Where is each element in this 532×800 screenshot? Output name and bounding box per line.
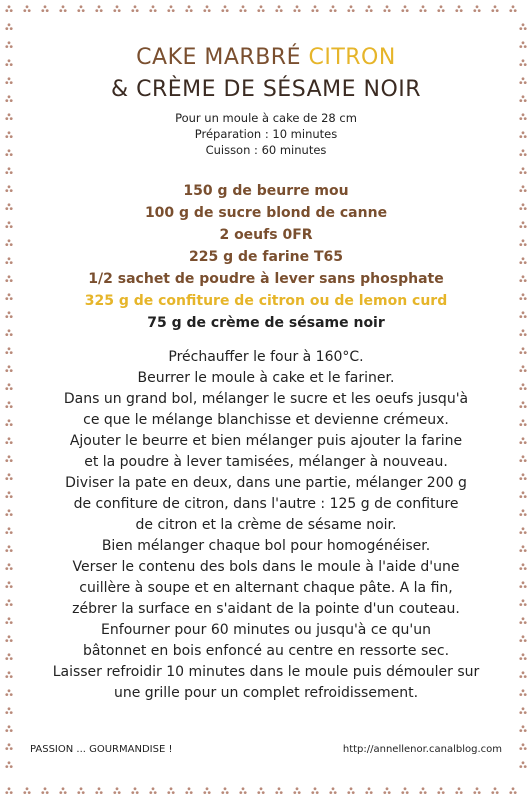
ingredient-item: 325 g de confiture de citron ou de lemon curd (84, 293, 448, 309)
border-dot-cluster (41, 5, 48, 12)
border-dot-cluster (5, 725, 12, 732)
border-dot-cluster (5, 545, 12, 552)
border-dot-cluster (5, 527, 12, 534)
step-line: Diviser la pate en deux, dans une partie, mélanger 200 g (65, 475, 467, 491)
border-dot-cluster (491, 787, 498, 794)
border-dot-cluster (519, 509, 526, 516)
meta-cook-time: Cuisson : 60 minutes (205, 143, 327, 157)
border-dot-cluster (5, 635, 12, 642)
border-dot-cluster (5, 5, 12, 12)
border-dot-cluster (5, 275, 12, 282)
border-dot-cluster (185, 5, 192, 12)
border-dot-cluster (5, 743, 12, 750)
border-dot-cluster (519, 761, 526, 768)
border-dot-cluster (519, 347, 526, 354)
border-dot-cluster (5, 383, 12, 390)
border-dot-cluster (5, 113, 12, 120)
border-dot-cluster (5, 491, 12, 498)
border-dot-cluster (519, 707, 526, 714)
border-dot-cluster (5, 293, 12, 300)
border-dot-cluster (5, 401, 12, 408)
border-dot-cluster (455, 787, 462, 794)
border-dot-cluster (5, 203, 12, 210)
border-dot-cluster (149, 5, 156, 12)
border-dot-cluster (519, 437, 526, 444)
ingredient-item: 75 g de crème de sésame noir (147, 315, 385, 331)
meta-prep-time: Préparation : 10 minutes (194, 127, 338, 141)
border-dot-cluster (77, 5, 84, 12)
border-dot-cluster (293, 787, 300, 794)
step-line: Beurrer le moule à cake et le fariner. (137, 370, 395, 386)
border-dot-cluster (347, 787, 354, 794)
border-dot-cluster (519, 581, 526, 588)
recipe-title-line-1 (22, 45, 510, 70)
footer-tagline: PASSION ... GOURMANDISE ! (30, 744, 173, 755)
title-prefix: CAKE MARBRÉ (136, 45, 309, 70)
border-dot-cluster (401, 787, 408, 794)
border-dot-cluster (509, 787, 516, 794)
border-dot-cluster (23, 787, 30, 794)
ingredient-item: 2 oeufs 0FR (219, 227, 313, 243)
border-dot-cluster (5, 437, 12, 444)
border-dot-cluster (5, 787, 12, 794)
border-dot-cluster (221, 5, 228, 12)
ingredient-item: 225 g de farine T65 (189, 249, 343, 265)
border-dot-cluster (167, 787, 174, 794)
border-dot-cluster (519, 167, 526, 174)
border-dot-cluster (239, 787, 246, 794)
border-dot-cluster (41, 787, 48, 794)
border-dot-cluster (203, 787, 210, 794)
border-dot-cluster (519, 113, 526, 120)
border-dot-cluster (473, 787, 480, 794)
border-dot-cluster (383, 5, 390, 12)
border-dot-cluster (5, 473, 12, 480)
border-dot-cluster (5, 599, 12, 606)
border-dot-cluster (437, 787, 444, 794)
border-dot-cluster (5, 563, 12, 570)
border-dot-cluster (293, 5, 300, 12)
border-dot-cluster (519, 23, 526, 30)
border-dot-cluster (239, 5, 246, 12)
border-dot-cluster (167, 5, 174, 12)
border-dot-cluster (519, 239, 526, 246)
border-dot-cluster (5, 311, 12, 318)
border-dot-cluster (509, 5, 516, 12)
border-dot-cluster (383, 787, 390, 794)
ingredients-list (22, 180, 510, 334)
step-line: Verser le contenu des bols dans le moule à l'aide d'une (72, 559, 460, 575)
border-dot-cluster (5, 509, 12, 516)
border-dot-cluster (473, 5, 480, 12)
border-dot-cluster (5, 365, 12, 372)
title-highlight-citron: CITRON (308, 45, 396, 70)
border-dot-cluster (519, 401, 526, 408)
border-dot-cluster (59, 5, 66, 12)
step-line: Laisser refroidir 10 minutes dans le moule puis démouler sur (52, 664, 480, 680)
border-dot-cluster (5, 185, 12, 192)
border-dot-cluster (519, 653, 526, 660)
step-line: Enfourner pour 60 minutes ou jusqu'à ce qu'un (101, 622, 431, 638)
border-dot-cluster (519, 185, 526, 192)
border-dot-cluster (519, 149, 526, 156)
border-dot-cluster (257, 5, 264, 12)
border-dot-cluster (519, 203, 526, 210)
border-dot-cluster (5, 689, 12, 696)
border-dot-cluster (519, 329, 526, 336)
border-dot-cluster (5, 95, 12, 102)
ingredient-item: 100 g de sucre blond de canne (144, 205, 388, 221)
border-dot-cluster (519, 95, 526, 102)
border-dot-cluster (5, 77, 12, 84)
border-dot-cluster (519, 383, 526, 390)
border-dot-cluster (113, 787, 120, 794)
border-dot-cluster (5, 617, 12, 624)
border-dot-cluster (519, 419, 526, 426)
border-dot-cluster (401, 5, 408, 12)
border-dot-cluster (329, 5, 336, 12)
border-dot-cluster (519, 635, 526, 642)
border-dot-cluster (519, 743, 526, 750)
footer-blog-url: http://annellenor.canalblog.com (342, 744, 502, 755)
border-dot-cluster (5, 761, 12, 768)
border-dot-cluster (519, 455, 526, 462)
border-dot-cluster (149, 787, 156, 794)
step-line: de citron et la crème de sésame noir. (135, 517, 397, 533)
border-dot-cluster (5, 149, 12, 156)
step-line: Ajouter le beurre et bien mélanger puis ajouter la farine (69, 433, 463, 449)
border-dot-cluster (519, 131, 526, 138)
border-dot-cluster (455, 5, 462, 12)
step-line: et la poudre à lever tamisées, mélanger à nouveau. (84, 454, 448, 470)
border-dot-cluster (311, 787, 318, 794)
border-dot-cluster (5, 581, 12, 588)
border-dot-cluster (5, 329, 12, 336)
border-dot-cluster (419, 5, 426, 12)
border-dot-cluster (519, 545, 526, 552)
recipe-card (22, 22, 510, 778)
border-dot-cluster (113, 5, 120, 12)
border-dot-cluster (519, 257, 526, 264)
border-dot-cluster (131, 787, 138, 794)
border-dot-cluster (437, 5, 444, 12)
border-dot-cluster (419, 787, 426, 794)
border-dot-cluster (519, 59, 526, 66)
border-dot-cluster (5, 671, 12, 678)
border-dot-cluster (519, 725, 526, 732)
border-dot-cluster (5, 221, 12, 228)
border-dot-cluster (185, 787, 192, 794)
border-dot-cluster (519, 221, 526, 228)
step-line: de confiture de citron, dans l'autre : 125 g de confiture (73, 496, 459, 512)
ingredient-item: 1/2 sachet de poudre à lever sans phosphate (88, 271, 444, 287)
border-dot-cluster (519, 473, 526, 480)
recipe-meta (22, 110, 510, 158)
border-dot-cluster (519, 527, 526, 534)
border-dot-cluster (365, 5, 372, 12)
border-dot-cluster (221, 787, 228, 794)
border-dot-cluster (329, 787, 336, 794)
border-dot-cluster (5, 23, 12, 30)
meta-mold-size: Pour un moule à cake de 28 cm (175, 111, 357, 125)
border-dot-cluster (5, 419, 12, 426)
border-dot-cluster (131, 5, 138, 12)
border-dot-cluster (5, 41, 12, 48)
border-dot-cluster (5, 455, 12, 462)
border-dot-cluster (519, 563, 526, 570)
border-dot-cluster (491, 5, 498, 12)
border-dot-cluster (519, 689, 526, 696)
border-dot-cluster (519, 41, 526, 48)
border-dot-cluster (5, 347, 12, 354)
border-dot-cluster (519, 275, 526, 282)
step-line: Dans un grand bol, mélanger le sucre et les oeufs jusqu'à (63, 391, 469, 407)
step-line: bâtonnet en bois enfoncé au centre en ressorte sec. (82, 643, 450, 659)
border-dot-cluster (5, 59, 12, 66)
border-dot-cluster (519, 671, 526, 678)
border-dot-cluster (311, 5, 318, 12)
border-dot-cluster (519, 77, 526, 84)
border-dot-cluster (519, 293, 526, 300)
border-dot-cluster (59, 787, 66, 794)
border-dot-cluster (95, 5, 102, 12)
border-dot-cluster (5, 653, 12, 660)
step-line: Bien mélanger chaque bol pour homogénéiser. (101, 538, 431, 554)
ingredient-item: 150 g de beurre mou (183, 183, 349, 199)
border-dot-cluster (95, 787, 102, 794)
border-dot-cluster (519, 617, 526, 624)
step-line: zébrer la surface en s'aidant de la pointe d'un couteau. (72, 601, 460, 617)
border-dot-cluster (23, 5, 30, 12)
border-dot-cluster (519, 365, 526, 372)
border-dot-cluster (365, 787, 372, 794)
step-line: une grille pour un complet refroidissement. (113, 685, 419, 701)
border-dot-cluster (275, 787, 282, 794)
border-dot-cluster (5, 257, 12, 264)
border-dot-cluster (347, 5, 354, 12)
step-line: ce que le mélange blanchisse et devienne crémeux. (83, 412, 449, 428)
border-dot-cluster (519, 491, 526, 498)
border-dot-cluster (5, 239, 12, 246)
border-dot-cluster (275, 5, 282, 12)
border-dot-cluster (519, 311, 526, 318)
border-dot-cluster (5, 707, 12, 714)
border-dot-cluster (77, 787, 84, 794)
step-line: cuillère à soupe et en alternant chaque pâte. A la fin, (79, 580, 453, 596)
border-dot-cluster (5, 167, 12, 174)
border-dot-cluster (5, 131, 12, 138)
step-line: Préchauffer le four à 160°C. (168, 349, 364, 365)
border-dot-cluster (519, 599, 526, 606)
preparation-steps (28, 347, 504, 704)
border-dot-cluster (257, 787, 264, 794)
border-dot-cluster (203, 5, 210, 12)
recipe-title-line-2: & CRÈME DE SÉSAME NOIR (110, 77, 422, 102)
